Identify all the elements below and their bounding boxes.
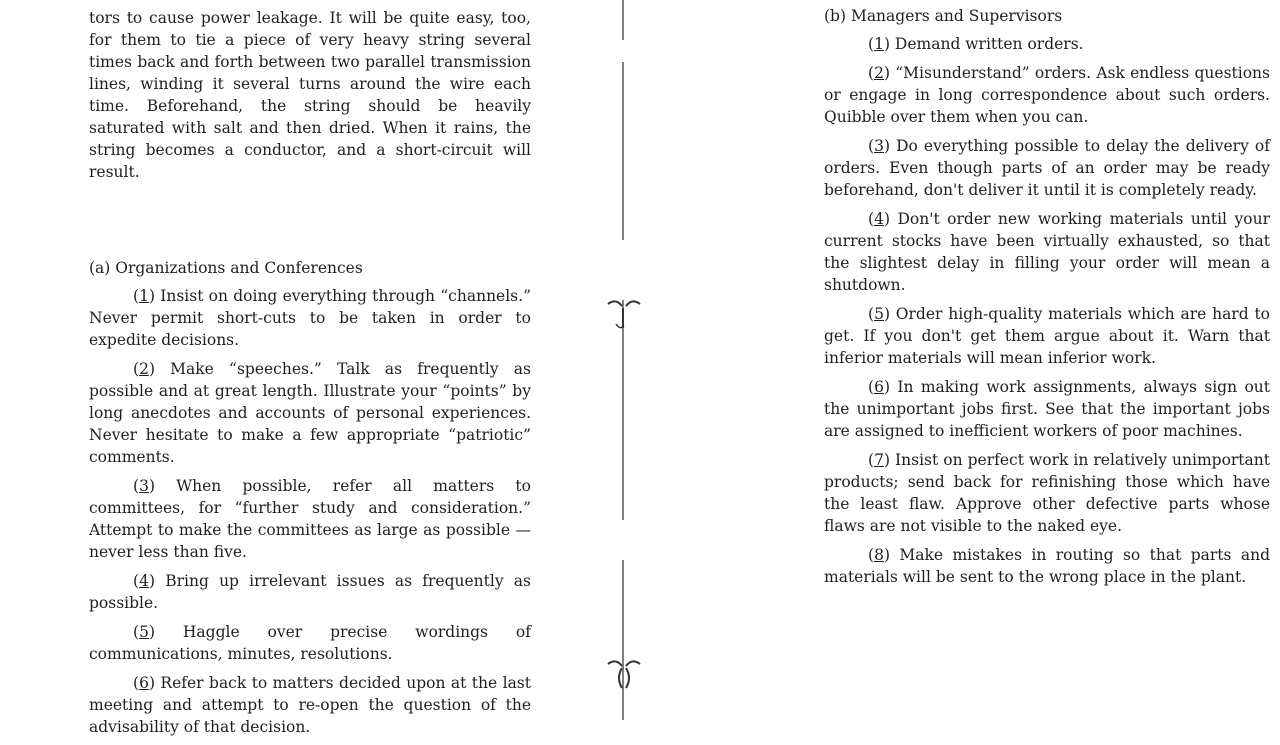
item-number: 3 bbox=[874, 137, 884, 155]
section-heading-managers: (b) Managers and Supervisors bbox=[824, 7, 1063, 25]
item-number: 5 bbox=[874, 305, 884, 323]
item-text: Order high-quality materials which are hard to get. If you don't get them argue about it. Warn that inferior materials will mean inferior work. bbox=[824, 305, 1271, 367]
intro-paragraph: tors to cause power leakage. It will be quite easy, too, for them to tie a piece of very heavy string several times back and forth between two parallel transmission lines, winding it several turns around the wire each time. Beforehand, the string should be heavily saturated with salt and then dried. When it rains, the string becomes a conductor, and a short-circuit will result. bbox=[89, 9, 531, 181]
item-number: 6 bbox=[139, 674, 149, 692]
item-text: Insist on perfect work in relatively unimportant products; send back for refinishing those which have the least flaw. Approve other defective parts whose flaws are not visible to the naked eye. bbox=[824, 451, 1270, 535]
item-number: 8 bbox=[874, 546, 884, 564]
list-item: (3) When possible, refer all matters to committees, for “further study and consideration.” Attempt to make the committees as large as possible — never less than five. bbox=[89, 477, 531, 561]
item-number: 1 bbox=[139, 287, 149, 305]
item-text: Make mistakes in routing so that parts and materials will be sent to the wrong place in the plant. bbox=[824, 546, 1270, 586]
item-number: 3 bbox=[139, 477, 149, 495]
item-text: “Misunderstand” orders. Ask endless questions or engage in long correspondence about such orders. Quibble over them when you can. bbox=[824, 64, 1270, 126]
list-item: (1) Insist on doing everything through “channels.” Never permit short-cuts to be taken in order to expedite decisions. bbox=[89, 287, 531, 349]
section-heading-organizations: (a) Organizations and Conferences bbox=[89, 259, 363, 277]
item-text: Demand written orders. bbox=[894, 35, 1084, 53]
list-item: (7) Insist on perfect work in relatively unimportant products; send back for refinishing those which have the least flaw. Approve other defective parts whose flaws are not visible to the naked eye. bbox=[824, 451, 1270, 535]
item-text: When possible, refer all matters to committees, for “further study and consideration.” Attempt to make the committees as large as possible — never less than five. bbox=[89, 477, 531, 561]
binding-mark-icon bbox=[604, 656, 644, 692]
item-number: 4 bbox=[139, 572, 149, 590]
item-text: Insist on doing everything through “channels.” Never permit short-cuts to be taken in order to expedite decisions. bbox=[89, 287, 531, 349]
item-text: Don't order new working materials until your current stocks have been virtually exhausted, so that the slightest delay in filling your order will mean a shutdown. bbox=[824, 210, 1270, 294]
item-text: Make “speeches.” Talk as frequently as possible and at great length. Illustrate your “points” by long anecdotes and accounts of personal experiences. Never hesitate to make a few appropriate “patriotic” comments. bbox=[89, 360, 531, 466]
list-item: (4) Bring up irrelevant issues as frequently as possible. bbox=[89, 572, 531, 612]
list-item: (5) Haggle over precise wordings of communications, minutes, resolutions. bbox=[89, 623, 531, 663]
list-item: (2) “Misunderstand” orders. Ask endless questions or engage in long correspondence about such orders. Quibble over them when you can. bbox=[824, 64, 1270, 126]
right-page-column bbox=[824, 5, 1270, 595]
list-item: (8) Make mistakes in routing so that parts and materials will be sent to the wrong place in the plant. bbox=[824, 546, 1270, 586]
item-text: Haggle over precise wordings of communications, minutes, resolutions. bbox=[89, 623, 531, 663]
item-number: 5 bbox=[139, 623, 149, 641]
item-number: 1 bbox=[874, 35, 884, 53]
list-item: (1) Demand written orders. bbox=[868, 35, 1084, 53]
item-number: 4 bbox=[874, 210, 884, 228]
item-text: Do everything possible to delay the delivery of orders. Even though parts of an order may be ready beforehand, don't deliver it until it is completely ready. bbox=[824, 137, 1270, 199]
item-number: 6 bbox=[874, 378, 884, 396]
item-text: In making work assignments, always sign out the unimportant jobs first. See that the important jobs are assigned to inefficient workers of poor machines. bbox=[824, 378, 1270, 440]
left-page-column bbox=[89, 0, 531, 745]
binding-mark-icon bbox=[604, 294, 644, 330]
item-text: Refer back to matters decided upon at the last meeting and attempt to re-open the question of the advisability of that decision. bbox=[89, 674, 531, 736]
page-gutter-line bbox=[622, 0, 624, 720]
list-item: (6) Refer back to matters decided upon at the last meeting and attempt to re-open the question of the advisability of that decision. bbox=[89, 674, 531, 736]
item-number: 2 bbox=[874, 64, 884, 82]
list-item: (5) Order high-quality materials which are hard to get. If you don't get them argue about it. Warn that inferior materials will mean inferior work. bbox=[824, 305, 1271, 367]
list-item: (2) Make “speeches.” Talk as frequently as possible and at great length. Illustrate your “points” by long anecdotes and accounts of personal experiences. Never hesitate to make a few appropriate “patriotic” comments. bbox=[89, 360, 531, 466]
item-number: 2 bbox=[139, 360, 149, 378]
list-item: (3) Do everything possible to delay the delivery of orders. Even though parts of an order may be ready beforehand, don't deliver it until it is completely ready. bbox=[824, 137, 1270, 199]
item-text: Bring up irrelevant issues as frequently as possible. bbox=[89, 572, 531, 612]
item-number: 7 bbox=[874, 451, 884, 469]
list-item: (6) In making work assignments, always sign out the unimportant jobs first. See that the important jobs are assigned to inefficient workers of poor machines. bbox=[824, 378, 1270, 440]
list-item: (4) Don't order new working materials until your current stocks have been virtually exhausted, so that the slightest delay in filling your order will mean a shutdown. bbox=[824, 210, 1270, 294]
